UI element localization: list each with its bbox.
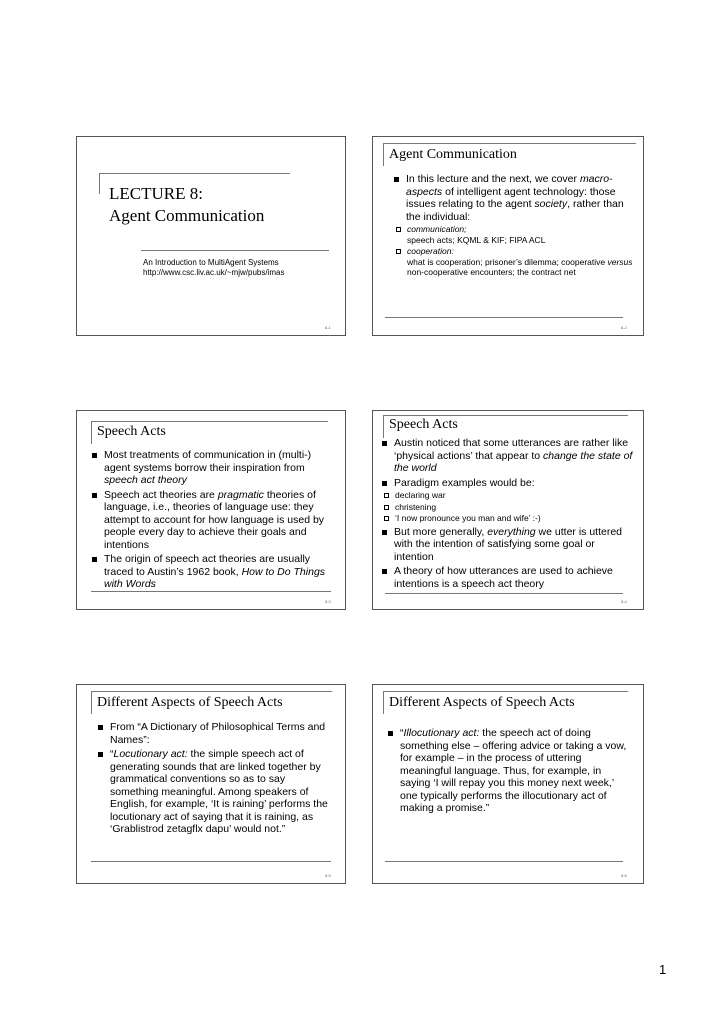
sub-bullet-list (382, 490, 635, 524)
book-title: An Introduction to MultiAgent Systems (143, 258, 279, 267)
slide-number: 8-1 (325, 325, 331, 330)
bullet-item: But more generally, everything we utter is uttered with the intention of satisfying some goal or intention (381, 526, 635, 564)
slide-6 (372, 684, 644, 884)
bullet-item: Most treatments of communication in (multi-) agent systems borrow their inspiration from speech act theory (91, 449, 335, 487)
book-url: http://www.csc.liv.ac.uk/~mjw/pubs/imas (143, 268, 285, 277)
footer-divider (91, 861, 331, 862)
bullet-item: Austin noticed that some utterances are rather like ‘physical actions’ that appear to change the state of the world (381, 437, 635, 475)
footer-divider (91, 591, 331, 592)
bullet-list (381, 437, 635, 592)
footer-divider (385, 861, 623, 862)
bullet-item: Paradigm examples would be: declaring war christening ‘I now pronounce you man and wife’ :-) (381, 477, 635, 524)
bullet-list (387, 727, 633, 817)
slide-5 (76, 684, 346, 884)
slide-number: 8-2 (621, 325, 627, 330)
sub-bullet-item: declaring war (382, 490, 635, 501)
slide-number: 8-3 (325, 599, 331, 604)
slide-4 (372, 410, 644, 610)
sub-bullet-item: christening (382, 502, 635, 513)
bullet-item: In this lecture and the next, we cover macro-aspects of intelligent agent technology: those issues relating to the agent society, rather than the individual: communication; speech acts; KQML & KIF; FIPA ACL cooperation: what is cooperation; prisoner’s dilemma; cooperative versus non-cooperative encounters; the contract net (393, 173, 633, 278)
slide-3 (76, 410, 346, 610)
bullet-item: The origin of speech act theories are usually traced to Austin’s 1962 book, How to Do Things with Words (91, 553, 335, 591)
sub-bullet-item: communication; speech acts; KQML & KIF; FIPA ACL (394, 224, 633, 245)
slide-title-line-2: Agent Communication (109, 206, 265, 225)
sub-bullet-list (394, 224, 633, 278)
slide-title: Different Aspects of Speech Acts (389, 695, 575, 710)
slide-1 (76, 136, 346, 336)
slide-title: Agent Communication (389, 147, 517, 162)
page-number: 1 (659, 962, 667, 977)
slide-title: Speech Acts (389, 417, 458, 432)
bullet-list (97, 721, 335, 838)
footer-divider (385, 593, 623, 594)
bullet-item: A theory of how utterances are used to achieve intentions is a speech act theory (381, 565, 635, 590)
slide-title-line-1: LECTURE 8: (109, 184, 203, 203)
slide-number: 8-5 (325, 873, 331, 878)
slide-2 (372, 136, 644, 336)
slide-number: 8-4 (621, 599, 627, 604)
footer-divider (385, 317, 623, 318)
bullet-list (91, 449, 335, 593)
divider (141, 250, 329, 251)
sub-bullet-item: cooperation: what is cooperation; prisoner’s dilemma; cooperative versus non-cooperative encounters; the contract net (394, 246, 633, 278)
sub-bullet-item: ‘I now pronounce you man and wife’ :-) (382, 513, 635, 524)
bullet-list (393, 173, 633, 280)
bullet-item: “Locutionary act: the simple speech act of generating sounds that are linked together by grammatical conventions so as to say something meaningful. Among speakers of English, for example, ‘It is raining’ performs the locutionary act of saying that it is raining, as ‘Grablistrod zetagflx dapu’ would not.” (97, 748, 335, 836)
bullet-item: Speech act theories are pragmatic theories of language, i.e., theories of language use: they attempt to account for how language is used by people every day to achieve their goals and intentions (91, 489, 335, 552)
slide-title: Different Aspects of Speech Acts (97, 695, 283, 710)
bullet-item: “Illocutionary act: the speech act of doing something else – offering advice or taking a vow, for example – in the process of uttering meaningful language. Thus, for example, in saying ‘I will repay you this money next week,’ one typically performs the illocutionary act of making a promise.” (387, 727, 633, 815)
bullet-item: From “A Dictionary of Philosophical Terms and Names”: (97, 721, 335, 746)
slide-title: Speech Acts (97, 424, 166, 439)
slide-number: 8-6 (621, 873, 627, 878)
